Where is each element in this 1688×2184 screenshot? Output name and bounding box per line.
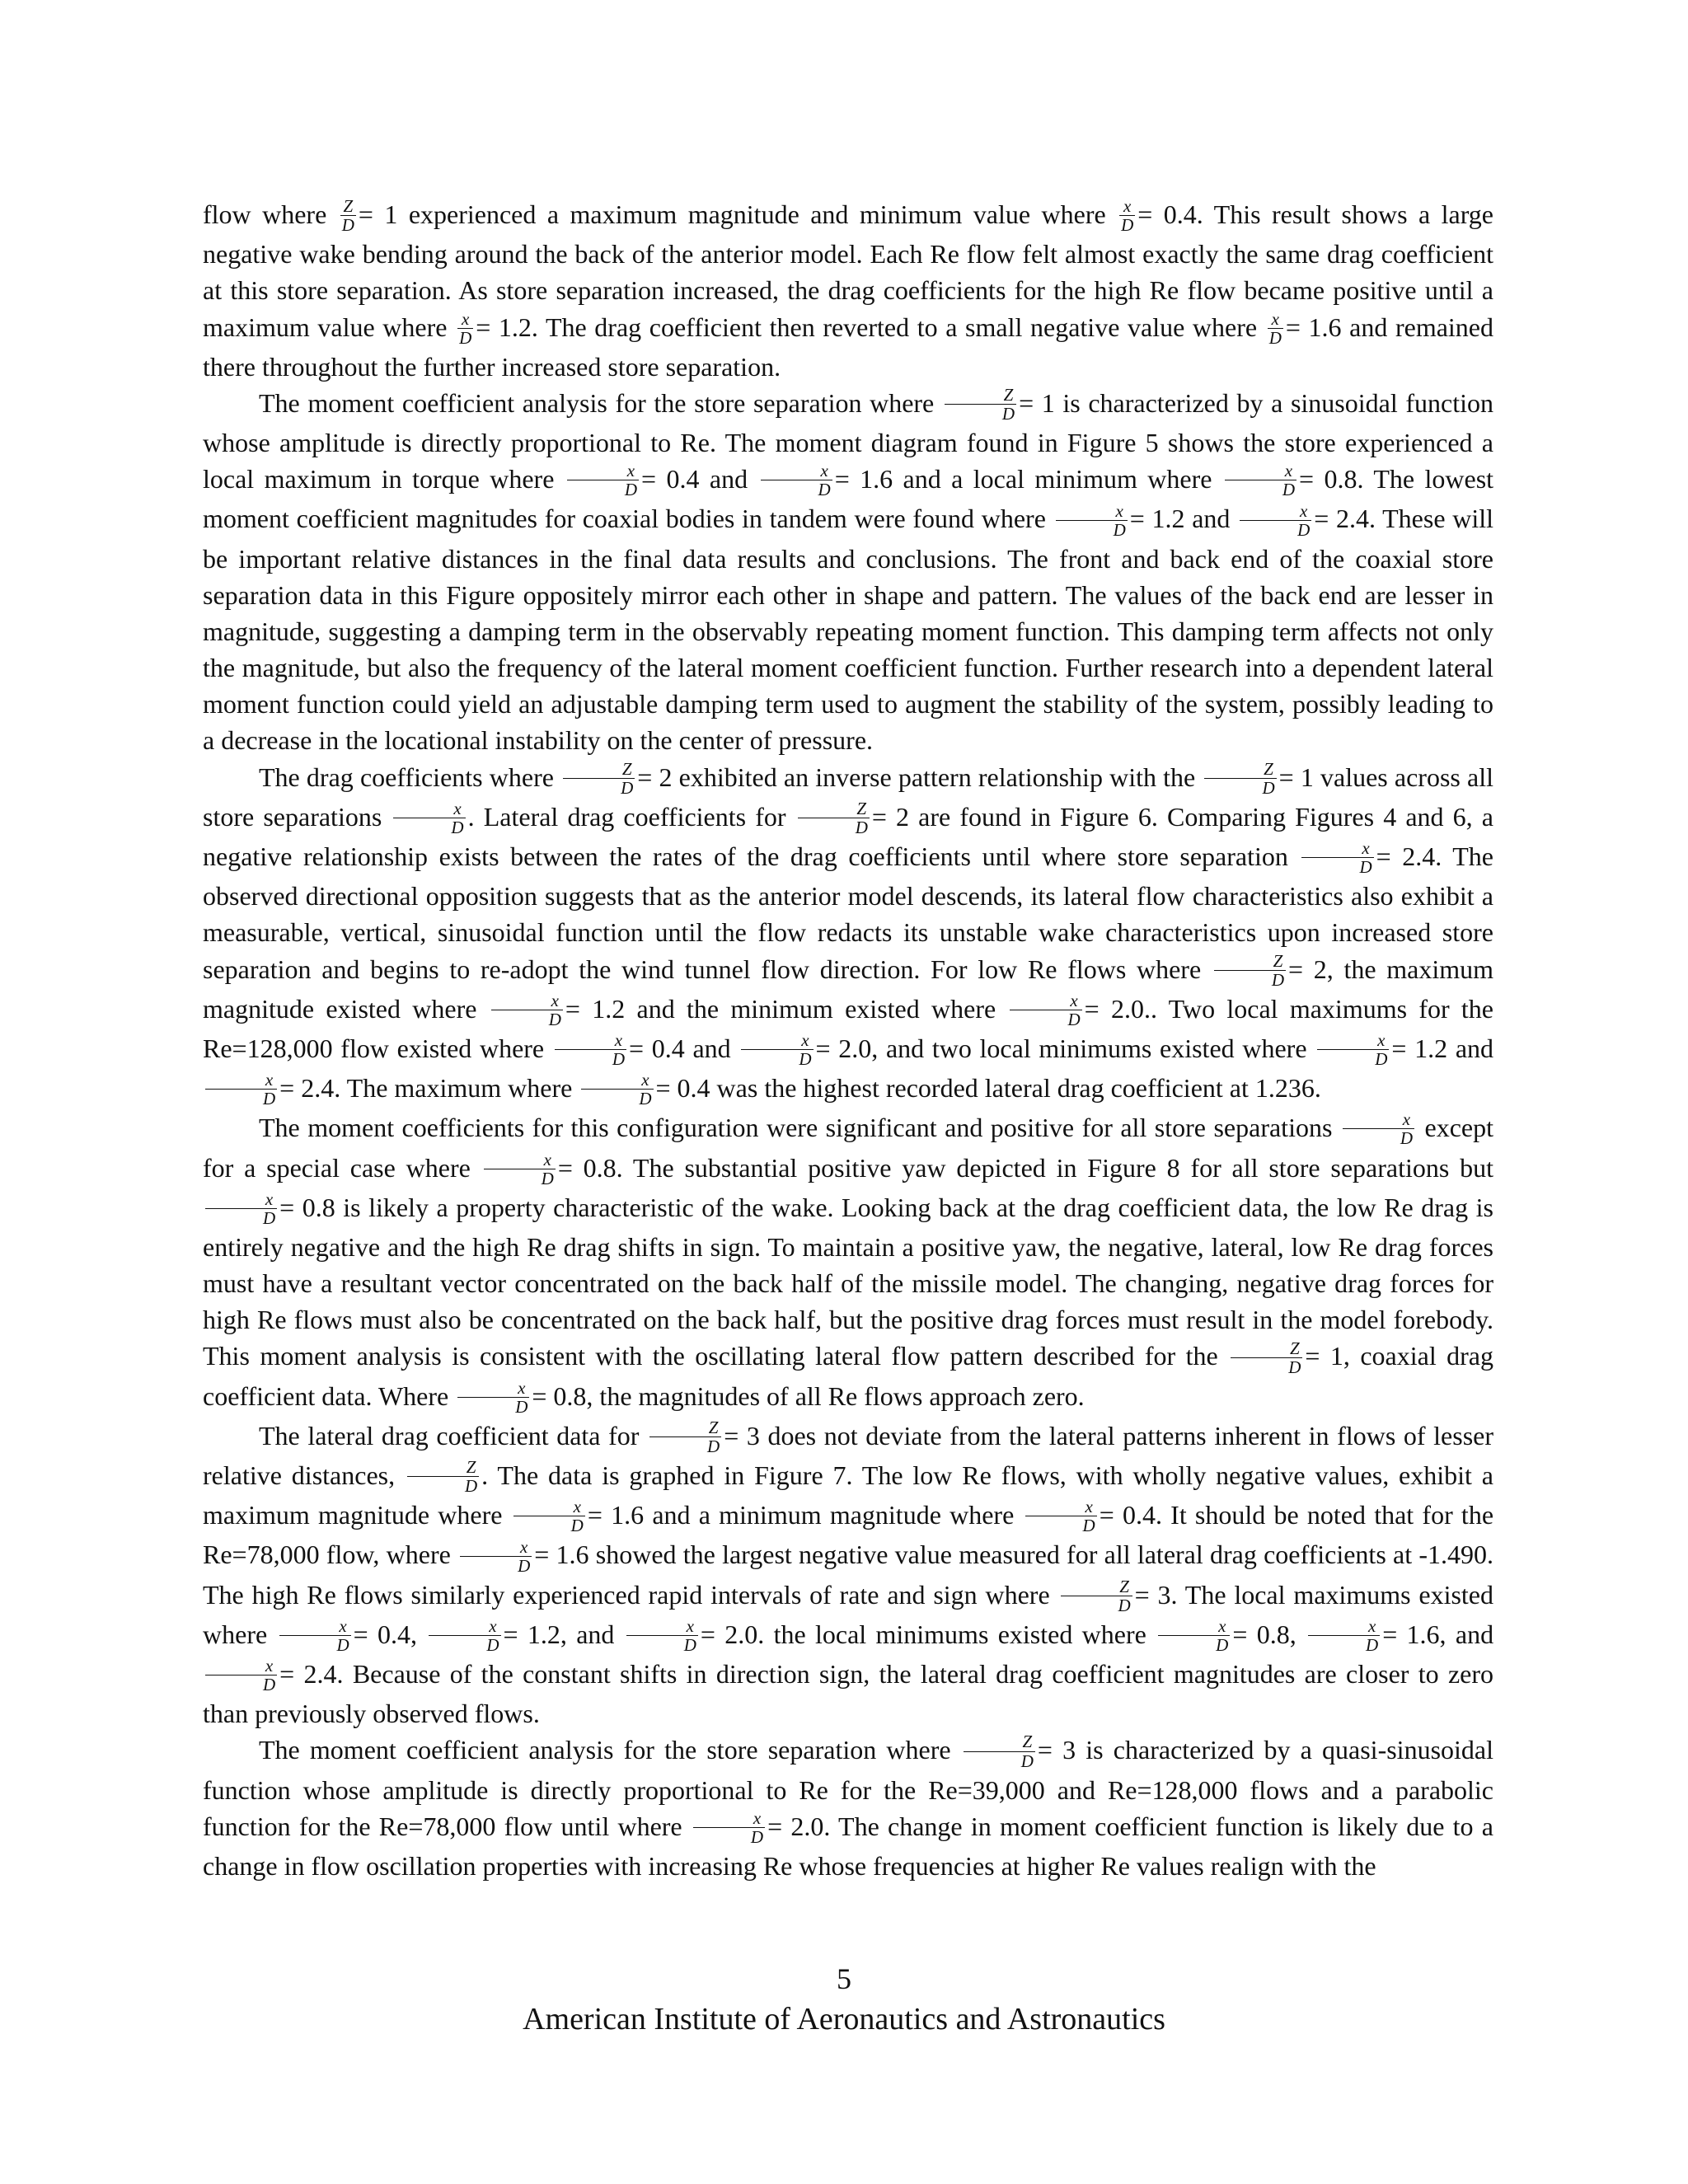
- paragraph: [203, 759, 1493, 1110]
- fraction-denominator: D: [1288, 1357, 1301, 1377]
- text-run: = 1.2 and the minimum existed where: [565, 993, 1008, 1024]
- fraction-numerator: Z: [1214, 952, 1286, 971]
- fraction-denominator: D: [1282, 480, 1296, 500]
- fraction-numerator: x: [555, 1031, 626, 1050]
- fraction-numerator: x: [484, 1151, 556, 1169]
- text-run: = 2.4. Because of the constant shifts in direction sign, the lateral drag coefficient magnitudes are closer to zero than previously observed flows.: [203, 1659, 1493, 1729]
- fraction-denominator: D: [541, 1168, 554, 1188]
- fraction: [340, 197, 356, 234]
- fraction: [1214, 952, 1286, 989]
- fraction-numerator: x: [1158, 1617, 1230, 1636]
- text-run: The lateral drag coefficient data for: [259, 1420, 648, 1451]
- text-run: = 0.4. It should be noted that for the Re=78,000 flow, where: [203, 1500, 1494, 1570]
- text-run: = 1.6 and a local minimum where: [834, 464, 1222, 494]
- text-run: The moment coefficients for this configuration were significant and positive for all store separations: [259, 1113, 1340, 1143]
- fraction: [429, 1617, 500, 1654]
- fraction-numerator: x: [1119, 197, 1135, 216]
- fraction-numerator: x: [626, 1617, 698, 1636]
- fraction-denominator: D: [1359, 857, 1372, 878]
- fraction-denominator: D: [336, 1634, 349, 1655]
- fraction: [513, 1497, 585, 1535]
- text-run: The moment coefficient analysis for the store separation where: [259, 1735, 961, 1765]
- fraction-denominator: D: [683, 1634, 696, 1655]
- paragraph: [203, 1732, 1493, 1884]
- fraction-numerator: x: [460, 1538, 532, 1557]
- fraction-numerator: x: [581, 1071, 653, 1090]
- fraction: [1010, 991, 1081, 1029]
- text-run: = 1.2 and: [1129, 504, 1238, 534]
- fraction-denominator: D: [1118, 1595, 1131, 1615]
- text-run: = 3 is characterized by a quasi-sinusoidal function whose amplitude is directly proportional to Re for the Re=39,000 and Re=128,000 flows and a parabolic function for the Re=78,000 flow until where: [203, 1735, 1494, 1841]
- fraction-denominator: D: [263, 1089, 276, 1109]
- text-run: The drag coefficients where: [259, 762, 561, 792]
- fraction-denominator: D: [518, 1555, 531, 1576]
- fraction: [205, 1071, 277, 1108]
- text-run: = 1.6 and a minimum magnitude where: [587, 1500, 1023, 1530]
- text-run: = 2.0.. Two local maximums for the Re=128,000 flow existed where: [203, 993, 1494, 1063]
- paragraph: [203, 1109, 1493, 1417]
- fraction: [460, 1538, 532, 1575]
- text-run: = 1.6 showed the largest negative value measured for all lateral drag coefficients at -1.490. The high Re flows similarly experienced rapid intervals of rate and sign where: [203, 1540, 1494, 1610]
- fraction: [1301, 839, 1373, 876]
- page-body: [203, 196, 1493, 1884]
- fraction-denominator: D: [1271, 969, 1285, 990]
- fraction: [205, 1190, 277, 1227]
- fraction: [1268, 310, 1283, 347]
- fraction-denominator: D: [570, 1516, 584, 1536]
- text-run: . Lateral drag coefficients for: [467, 801, 795, 832]
- fraction-denominator: D: [263, 1675, 276, 1695]
- fraction-numerator: x: [279, 1617, 351, 1636]
- fraction-denominator: D: [621, 777, 634, 798]
- fraction: [581, 1071, 653, 1108]
- fraction: [563, 760, 635, 797]
- text-run: = 0.4. This result shows a large negative wake bending around the back of the anterior model. Each Re flow felt almost exactly the same drag coefficient at this store separation. As store separation increased, the drag coefficients for the high Re flow became positive until a maximum value where: [203, 199, 1494, 342]
- paragraph: [203, 1418, 1493, 1732]
- fraction: [1204, 760, 1276, 797]
- text-run: = 0.4 was the highest recorded lateral drag coefficient at 1.236.: [655, 1073, 1321, 1104]
- text-run: = 1.2 and: [1391, 1033, 1494, 1063]
- fraction-denominator: D: [1020, 1750, 1034, 1771]
- fraction-numerator: x: [457, 1379, 529, 1398]
- fraction-denominator: D: [1082, 1516, 1095, 1536]
- fraction-denominator: D: [341, 215, 354, 236]
- text-run: = 1 values across all store separations: [203, 762, 1494, 832]
- fraction-denominator: D: [612, 1049, 626, 1070]
- fraction-numerator: x: [1240, 502, 1311, 521]
- fraction: [491, 991, 563, 1029]
- fraction-numerator: x: [1343, 1110, 1414, 1129]
- fraction: [205, 1657, 277, 1694]
- fraction: [555, 1031, 626, 1068]
- fraction: [1343, 1110, 1414, 1147]
- text-run: = 1.2. The drag coefficient then reverted to a small negative value where: [476, 312, 1265, 342]
- fraction-numerator: x: [693, 1809, 765, 1828]
- text-run: = 0.4 and: [629, 1033, 739, 1063]
- fraction-denominator: D: [818, 480, 831, 500]
- fraction-denominator: D: [464, 1476, 478, 1497]
- text-run: = 2.4. These will be important relative distances in the final data results and conclusions. The front and back end of the coaxial store separation data in this Figure oppositely mirror each other in shape and pattern. The values of the back end are lesser in magnitude, suggesting a damping term in the observably repeating moment function. This damping term affects not only the magnitude, but also the frequency of the lateral moment coefficient function. Further research into a dependent lateral moment function could yield an adjustable damping term used to augment the stability of the system, possibly leading to a decrease in the locational instability on the center of pressure.: [203, 504, 1494, 756]
- fraction-numerator: x: [205, 1071, 277, 1090]
- text-run: = 1 experienced a maximum magnitude and minimum value where: [358, 199, 1118, 229]
- fraction: [1308, 1617, 1380, 1654]
- fraction: [457, 1379, 529, 1416]
- fraction-numerator: x: [205, 1190, 277, 1209]
- fraction-numerator: x: [457, 310, 473, 329]
- fraction-numerator: Z: [1204, 760, 1276, 779]
- text-run: = 2, the maximum magnitude existed where: [203, 954, 1494, 1024]
- text-run: = 1 is characterized by a sinusoidal function whose amplitude is directly proportional to Re. The moment diagram found in Figure 5 shows the store experienced a local maximum in torque where: [203, 387, 1494, 494]
- fraction-numerator: Z: [1061, 1577, 1132, 1596]
- text-run: = 3. The local maximums existed where: [203, 1579, 1494, 1649]
- fraction-denominator: D: [515, 1396, 528, 1417]
- text-run: = 0.8. The substantial positive yaw depicted in Figure 8 for all store separations but: [557, 1152, 1494, 1183]
- fraction-denominator: D: [1268, 327, 1282, 348]
- fraction: [693, 1809, 765, 1846]
- footer-organization: American Institute of Aeronautics and Astronautics: [523, 2002, 1165, 2036]
- text-run: = 2.4. The maximum where: [279, 1073, 579, 1104]
- text-run: = 2 exhibited an inverse pattern relationship with the: [637, 762, 1203, 792]
- fraction-numerator: Z: [563, 760, 635, 779]
- text-run: = 1, coaxial drag coefficient data. Where: [203, 1341, 1494, 1411]
- fraction-denominator: D: [1297, 519, 1311, 540]
- fraction: [964, 1732, 1035, 1769]
- fraction: [626, 1617, 698, 1654]
- fraction-denominator: D: [486, 1634, 499, 1655]
- paragraph: [203, 196, 1493, 385]
- fraction-denominator: D: [1375, 1049, 1388, 1070]
- text-run: = 2 are found in Figure 6. Comparing Figures 4 and 6, a negative relationship exists between the rates of the drag coefficients until where store separation: [203, 801, 1494, 871]
- fraction: [1231, 1339, 1302, 1376]
- fraction: [279, 1617, 351, 1654]
- fraction: [407, 1458, 479, 1495]
- text-run: . The data is graphed in Figure 7. The low Re flows, with wholly negative values, exhibit a maximum magnitude where: [203, 1460, 1494, 1530]
- fraction-denominator: D: [1121, 215, 1134, 236]
- text-run: The moment coefficient analysis for the store separation where: [259, 387, 942, 418]
- fraction-numerator: Z: [964, 1732, 1035, 1751]
- fraction: [457, 310, 473, 347]
- text-run: = 0.8,: [1232, 1619, 1306, 1649]
- fraction-numerator: x: [1010, 991, 1081, 1010]
- fraction-numerator: x: [567, 462, 639, 480]
- fraction-denominator: D: [451, 817, 464, 837]
- fraction: [945, 386, 1016, 423]
- fraction: [1061, 1577, 1132, 1615]
- fraction-denominator: D: [263, 1207, 276, 1228]
- fraction: [1056, 502, 1128, 539]
- fraction-numerator: x: [741, 1031, 813, 1050]
- fraction-numerator: x: [1225, 462, 1296, 480]
- fraction-numerator: x: [1301, 839, 1373, 858]
- text-run: = 0.8, the magnitudes of all Re flows approach zero.: [532, 1380, 1085, 1411]
- fraction: [1317, 1031, 1389, 1068]
- fraction-denominator: D: [459, 327, 472, 348]
- fraction-numerator: x: [761, 462, 832, 480]
- fraction-denominator: D: [750, 1826, 764, 1847]
- fraction: [741, 1031, 813, 1068]
- fraction-numerator: Z: [340, 197, 356, 216]
- fraction: [1158, 1617, 1230, 1654]
- fraction-numerator: Z: [798, 799, 870, 818]
- fraction: [1119, 197, 1135, 234]
- text-run: = 2.0. the local minimums existed where: [700, 1619, 1156, 1649]
- page-number: 5: [837, 1962, 851, 1995]
- text-run: = 2.4. The observed directional opposition suggests that as the anterior model descends, its lateral flow characteristics also exhibit a measurable, vertical, sinusoidal function until the flow redacts its unstable wake characteristics upon increased store separation and begins to re-adopt the wind tunnel flow direction. For low Re flows where: [203, 841, 1494, 984]
- fraction: [761, 462, 832, 499]
- fraction-numerator: x: [1308, 1617, 1380, 1636]
- fraction-numerator: Z: [1231, 1339, 1302, 1358]
- fraction-numerator: x: [1317, 1031, 1389, 1050]
- text-run: = 0.4,: [353, 1619, 427, 1649]
- text-run: = 1.6, and: [1382, 1619, 1494, 1649]
- fraction-numerator: x: [1268, 310, 1283, 329]
- fraction-numerator: Z: [649, 1418, 721, 1437]
- fraction-numerator: x: [429, 1617, 500, 1636]
- fraction-denominator: D: [1262, 777, 1275, 798]
- fraction-numerator: x: [513, 1497, 585, 1516]
- fraction-denominator: D: [1001, 404, 1015, 424]
- fraction-denominator: D: [1067, 1009, 1081, 1029]
- fraction-denominator: D: [707, 1436, 720, 1456]
- paragraph: [203, 385, 1493, 759]
- fraction-denominator: D: [799, 1049, 812, 1070]
- fraction-numerator: Z: [945, 386, 1016, 405]
- text-run: = 2.0. The change in moment coefficient function is likely due to a change in flow oscillation properties with increasing Re whose frequencies at higher Re values realign with the: [203, 1811, 1494, 1881]
- fraction-denominator: D: [1216, 1634, 1229, 1655]
- fraction: [649, 1418, 721, 1455]
- text-run: = 1.2, and: [503, 1619, 624, 1649]
- fraction-denominator: D: [1366, 1634, 1379, 1655]
- fraction-numerator: x: [1056, 502, 1128, 521]
- fraction: [1240, 502, 1311, 539]
- fraction-numerator: Z: [407, 1458, 479, 1477]
- text-run: = 1.6 and remained there throughout the further increased store separation.: [203, 312, 1494, 382]
- text-run: = 2.0, and two local minimums existed where: [815, 1033, 1315, 1063]
- fraction-denominator: D: [639, 1089, 652, 1109]
- fraction: [1225, 462, 1296, 499]
- fraction-denominator: D: [548, 1009, 561, 1029]
- fraction-numerator: x: [205, 1657, 277, 1675]
- fraction: [798, 799, 870, 837]
- fraction-denominator: D: [624, 480, 638, 500]
- text-run: = 3 does not deviate from the lateral patterns inherent in flows of lesser relative distances,: [203, 1420, 1493, 1490]
- text-run: flow where: [203, 199, 338, 229]
- fraction: [484, 1151, 556, 1188]
- fraction-denominator: D: [855, 817, 868, 837]
- fraction: [567, 462, 639, 499]
- text-run: = 0.4 and: [641, 464, 758, 494]
- fraction-numerator: x: [1025, 1497, 1097, 1516]
- text-run: = 0.8 is likely a property characteristic of the wake. Looking back at the drag coefficient data, the low Re drag is entirely negative and the high Re drag shifts in sign. To maintain a positive yaw, the negative, lateral, low Re drag forces must have a resultant vector concentrated on the back half of the missile model. The changing, negative drag forces for high Re flows must also be concentrated on the back half, but the positive drag forces must result in the model forebody. This moment analysis is consistent with the oscillating lateral flow pattern described for the: [203, 1192, 1493, 1371]
- fraction: [1025, 1497, 1097, 1535]
- fraction-denominator: D: [1113, 519, 1126, 540]
- fraction: [393, 799, 465, 837]
- fraction-numerator: x: [393, 799, 465, 818]
- fraction-numerator: x: [491, 991, 563, 1010]
- text-run: = 0.8. The lowest moment coefficient magnitudes for coaxial bodies in tandem were found where: [203, 464, 1494, 534]
- fraction-denominator: D: [1400, 1128, 1414, 1149]
- text-run: except for a special case where: [203, 1113, 1494, 1183]
